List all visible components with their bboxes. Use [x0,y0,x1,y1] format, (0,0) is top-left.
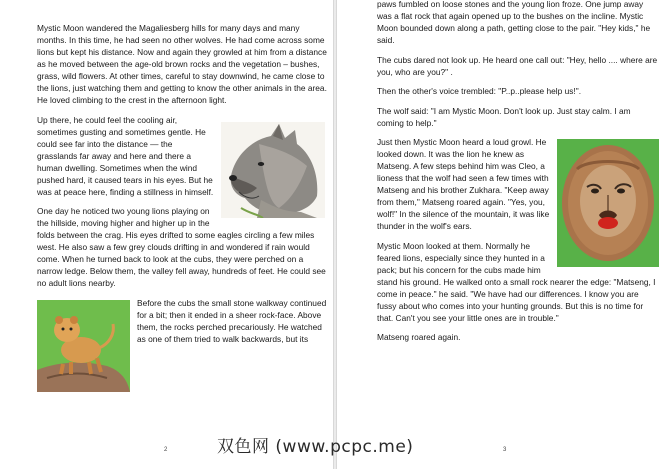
paragraph: Up there, he could feel the cooling air, sometimes gusting and sometimes gentle. He could see far into the distance — the grasslands far away and here and there a human dwelling. Sometimes when the wind pushed hard, it caused tears in his eyes. But he was at peace here, finding a stillness in himself. [37,114,214,197]
paragraph: Then the other's voice trembled: "P..p..please help us!". [377,86,582,96]
left-page [0,0,333,469]
paragraph: One day he noticed two young lions playing on the hillside, moving higher and higher up in the folds between the crag. His eyes drifted to some eagles circling a few miles west. He also saw a few grey clouds drifting in and wondered if rain would come. When he turned back to look at the cubs, they were perched on a narrow ledge. Below them, the valley fell away, hundreds of feet. He could see no adult lions nearby. [37,206,326,288]
site-watermark: 双色网 (www.pcpc.me) [217,437,414,457]
paragraph: paws fumbled on loose stones and the young lion froze. One jump away was a flat rock that again opened up to the bushes on the incline. Mystic Moon bounded down along a path, getting close to the pair. "Hey kids," he said. [377,0,651,45]
paragraph: Just then Mystic Moon heard a loud growl. He looked down. It was the lion he knew as Matseng. A few steps behind him was Cleo, a lioness that the wolf had seen a few times with Matseng and his brother Zukhara. "Keep away from them," Matseng roared again. "Yes, you, wolf!" In the silence of the mountain, it was like thunder in the wolf's ears. [377,137,550,231]
paragraph: Mystic Moon wandered the Magaliesberg hills for many days and many months. In this time, he had seen no other wolves. He had come across some lions but kept his distance. Now and again they growled at him from a distance as he moved between the age-old brown rocks and the vegetation – bushes, grass, wild flowers. At other times, careful to stay downwind, he came close to the lions, just watching them and getting to know the other animals in the area. He loved climbing to the crest in the afternoon light. [37,23,327,105]
paragraph: Before the cubs the small stone walkway continued for a bit; then it ended in a sheer rock-face. Above them, the rocks perched precariously. He watched as one of them tried to walk backwards, but its [137,297,327,344]
lion-illustration [557,139,659,267]
paragraph: Matseng roared again. [377,332,461,342]
paragraph: Mystic Moon looked at them. Normally he feared lions, especially since they hunted in a pack; but his concern for the cubs made him stand his ground. He walked onto a small rock nearer the edge: "Matseng, I come in peace." he said. "We have had our differences. I know you are fussy about who comes into your hunting grounds. But this is no time for that. Can't you see your little ones are in trouble." [377,240,656,323]
right-text-column [377,0,659,351]
paragraph: The cubs dared not look up. He heard one call out: "Hey, hello .... where are you, who are you?" . [377,54,658,77]
left-text-column [37,22,327,394]
paragraph: The wolf said: "I am Mystic Moon. Don't look up. Just stay calm. I am coming to help." [377,105,631,128]
wolf-illustration [221,122,325,218]
right-page [337,0,670,469]
page-number: 2 [164,447,168,453]
page-number: 3 [503,447,507,453]
lion-cub-illustration [37,300,130,392]
